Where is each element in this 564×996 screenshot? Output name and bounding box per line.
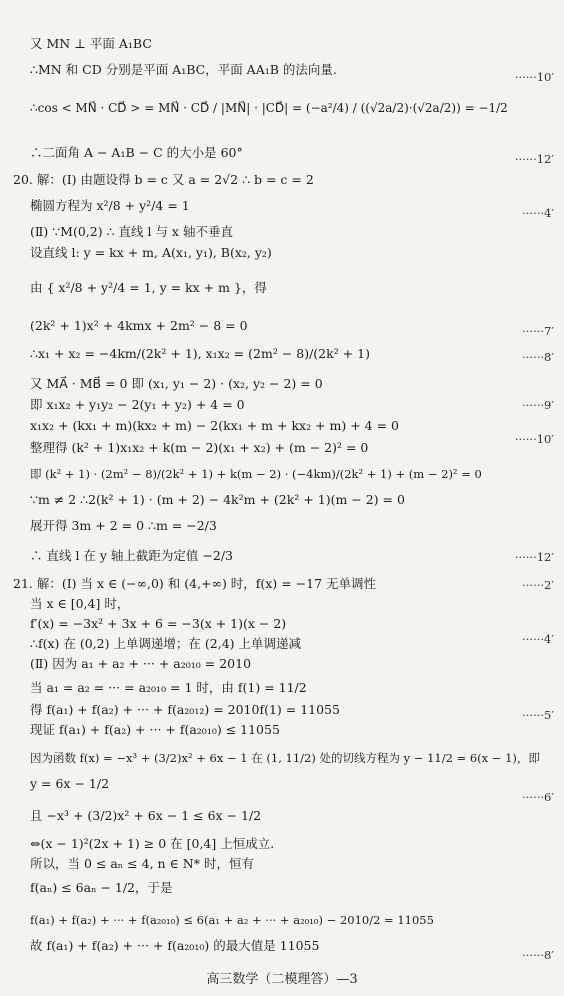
- problem-20-line: 20. 解：(Ⅰ) 由题设得 b = c 又 a = 2√2 ∴ b = c = 2: [13, 172, 314, 187]
- score-marker: ······6′: [522, 790, 554, 804]
- text-line: y = 6x − 1/2: [30, 776, 110, 791]
- text-line: f(a₁) + f(a₂) + ··· + f(a₂₀₁₀) ≤ 6(a₁ + a₂ + ··· + a₂₀₁₀) − 2010/2 = 11055: [30, 913, 434, 927]
- text-line: 所以，当 0 ≤ aₙ ≤ 4, n ∈ N* 时，恒有: [30, 856, 254, 871]
- text-line: 当 a₁ = a₂ = ··· = a₂₀₁₀ = 1 时，由 f(1) = 11/2: [30, 680, 307, 695]
- text-line: 设直线 l: y = kx + m, A(x₁, y₁), B(x₂, y₂): [30, 245, 272, 260]
- text-line: ∴x₁ + x₂ = −4km/(2k² + 1), x₁x₂ = (2m² − 8)/(2k² + 1): [30, 346, 370, 361]
- score-marker: ······8′: [522, 948, 554, 962]
- text-line: 故 f(a₁) + f(a₂) + ··· + f(a₂₀₁₀) 的最大值是 11055: [30, 938, 320, 953]
- problem-21-line: 21. 解：(Ⅰ) 当 x ∈ (−∞,0) 和 (4,+∞) 时，f(x) = −17 无单调性: [13, 576, 376, 591]
- text-line: x₁x₂ + (kx₁ + m)(kx₂ + m) − 2(kx₁ + m + kx₂ + m) + 4 = 0: [30, 418, 399, 433]
- text-line: f′(x) = −3x² + 3x + 6 = −3(x + 1)(x − 2): [30, 616, 287, 631]
- text-line: 现证 f(a₁) + f(a₂) + ··· + f(a₂₀₁₀) ≤ 11055: [30, 722, 280, 737]
- text-line: f(aₙ) ≤ 6aₙ − 1/2，于是: [30, 880, 173, 895]
- text-line: 得 f(a₁) + f(a₂) + ··· + f(a₂₀₁₂) = 2010f(1) = 11055: [30, 702, 340, 717]
- text-line: (2k² + 1)x² + 4kmx + 2m² − 8 = 0: [30, 318, 248, 333]
- text-line: 又 MA⃗ · MB⃗ = 0 即 (x₁, y₁ − 2) · (x₂, y₂ − 2) = 0: [30, 376, 323, 391]
- text-line: 当 x ∈ [0,4] 时，: [30, 596, 130, 611]
- score-marker: ······4′: [522, 206, 554, 220]
- text-line: 展开得 3m + 2 = 0 ∴m = −2/3: [30, 518, 217, 533]
- score-marker: ······12′: [514, 152, 554, 166]
- text-line: 整理得 (k² + 1)x₁x₂ + k(m − 2)(x₁ + x₂) + (m − 2)² = 0: [30, 440, 369, 455]
- score-marker: ······10′: [514, 432, 554, 446]
- score-marker: ······10′: [514, 70, 554, 84]
- text-line: 又 MN ⊥ 平面 A₁BC: [30, 36, 152, 51]
- score-marker: ······12′: [514, 550, 554, 564]
- text-line: ∴MN 和 CD 分别是平面 A₁BC，平面 AA₁B 的法向量.: [30, 62, 337, 77]
- text-line: 椭圆方程为 x²/8 + y²/4 = 1: [30, 198, 190, 213]
- text-line: 即 x₁x₂ + y₁y₂ − 2(y₁ + y₂) + 4 = 0: [30, 397, 245, 412]
- score-marker: ······2′: [522, 578, 554, 592]
- score-marker: ······4′: [522, 632, 554, 646]
- score-marker: ······7′: [522, 324, 554, 338]
- system-line: 由 { x²/8 + y²/4 = 1, y = kx + m }，得: [30, 280, 267, 295]
- text-line: ⇔(x − 1)²(2x + 1) ≥ 0 在 [0,4] 上恒成立.: [30, 836, 275, 851]
- text-line: ∵m ≠ 2 ∴2(k² + 1) · (m + 2) − 4k²m + (2k² + 1)(m − 2) = 0: [30, 492, 405, 507]
- text-line: 因为函数 f(x) = −x³ + (3/2)x² + 6x − 1 在 (1, 11/2) 处的切线方程为 y − 11/2 = 6(x − 1)，即: [30, 751, 540, 765]
- formula-line: ∴cos < MN⃗ · CD⃗ > = MN⃗ · CD⃗ / |MN⃗| · |CD⃗| = (−a²/4) / ((√2a/2)·(√2a/2)) = −1/2: [30, 101, 508, 115]
- text-line: 且 −x³ + (3/2)x² + 6x − 1 ≤ 6x − 1/2: [30, 808, 262, 823]
- text-line: 即 (k² + 1) · (2m² − 8)/(2k² + 1) + k(m − 2) · (−4km)/(2k² + 1) + (m − 2)² = 0: [30, 467, 482, 481]
- text-line: (Ⅱ) ∵M(0,2) ∴ 直线 l 与 x 轴不垂直: [30, 224, 233, 239]
- score-marker: ······5′: [522, 708, 554, 722]
- score-marker: ······8′: [522, 350, 554, 364]
- text-line: ∴f(x) 在 (0,2) 上单调递增；在 (2,4) 上单调递减: [30, 636, 302, 651]
- text-line: ∴二面角 A − A₁B − C 的大小是 60°: [30, 145, 243, 160]
- score-marker: ······9′: [522, 398, 554, 412]
- text-line: (Ⅱ) 因为 a₁ + a₂ + ··· + a₂₀₁₀ = 2010: [30, 656, 252, 671]
- page-footer: 高三数学（二模理答）—3: [206, 972, 358, 987]
- text-line: ∴ 直线 l 在 y 轴上截距为定值 −2/3: [30, 548, 233, 563]
